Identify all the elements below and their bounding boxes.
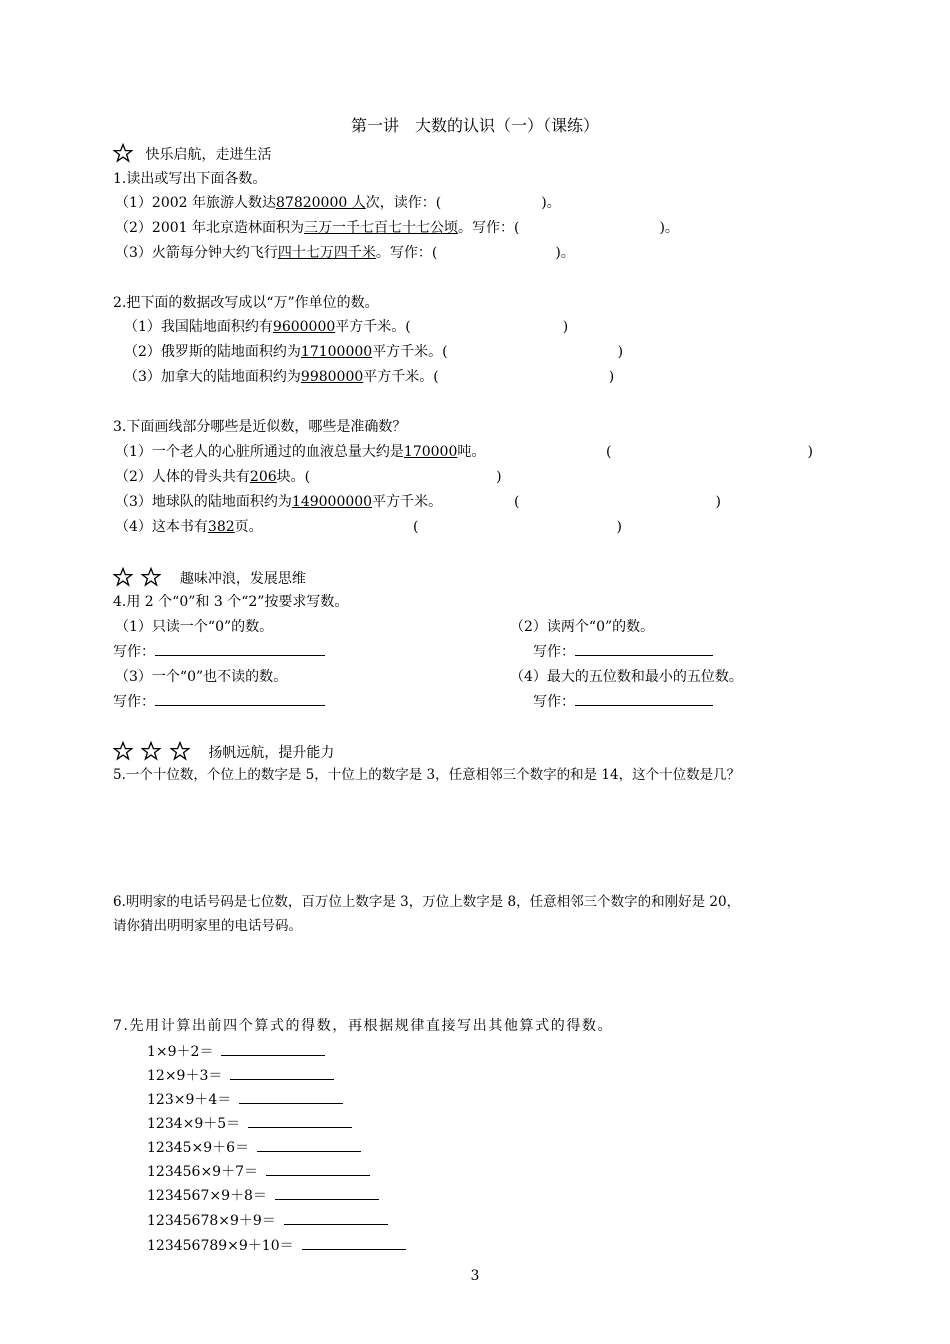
q6-stem-line-2: 请你猜出明明家里的电话号码。 (113, 918, 302, 934)
q4-part-2: （2）读两个“0”的数。 (510, 619, 655, 635)
q4-write-3: 写作： (113, 693, 325, 711)
star-icon (141, 567, 161, 587)
q3-answer-4[interactable]: ( ) (413, 519, 622, 535)
q4-part-1: （1）只读一个“0”的数。 (115, 619, 274, 635)
q2-stem: 2.把下面的数据改写成以“万”作单位的数。 (113, 295, 379, 311)
q5-stem: 5.一个十位数，个位上的数字是 5，十位上的数字是 3，任意相邻三个数字的和是 14，这个十位数是几？ (113, 767, 741, 783)
q4-write-1: 写作： (113, 643, 325, 661)
section-title: 扬帆远航，提升能力 (208, 745, 335, 761)
answer-line[interactable] (575, 693, 713, 706)
q3-stem: 3.下面画线部分哪些是近似数，哪些是准确数？ (113, 419, 407, 435)
star-icon (113, 567, 133, 587)
answer-line[interactable] (239, 1091, 343, 1104)
equation-row: 123×9＋4＝ (147, 1091, 343, 1109)
answer-line[interactable] (155, 693, 325, 706)
section-title: 趣味冲浪，发展思维 (179, 571, 306, 587)
equation-row: 12345678×9＋9＝ (147, 1212, 388, 1230)
answer-line[interactable] (155, 643, 325, 656)
page-number: 3 (470, 1268, 480, 1284)
answer-line[interactable] (575, 643, 713, 656)
q3-item-4: （4）这本书有382页。 (115, 519, 263, 535)
q6-stem-line-1: 6.明明家的电话号码是七位数，百万位上数字是 3，万位上数字是 8，任意相邻三个数字的和刚好是 20， (113, 894, 741, 910)
answer-line[interactable] (230, 1067, 334, 1080)
equation-row: 123456×9＋7＝ (147, 1163, 370, 1181)
section-title: 快乐启航，走进生活 (145, 147, 272, 163)
star-icon (113, 143, 133, 163)
section-header-3 (113, 741, 334, 762)
q1-item-3: （3）火箭每分钟大约飞行四十七万四千米。写作：( )。 (115, 245, 575, 261)
q4-write-2: 写作： (533, 643, 713, 661)
answer-line[interactable] (302, 1237, 406, 1250)
q1-stem: 1.读出或写出下面各数。 (113, 171, 267, 187)
q3-answer-3[interactable]: ( ) (514, 494, 721, 510)
equation-row: 12×9＋3＝ (147, 1067, 334, 1085)
equation-row: 123456789×9＋10＝ (147, 1237, 406, 1255)
equation-row: 1234567×9＋8＝ (147, 1187, 379, 1205)
q3-answer-1[interactable]: ( ) (606, 444, 813, 460)
section-header-1 (113, 143, 271, 164)
star-icon (113, 741, 133, 761)
answer-line[interactable] (275, 1187, 379, 1200)
q4-part-3: （3）一个“0”也不读的数。 (115, 669, 288, 685)
q4-stem: 4.用 2 个“0”和 3 个“2”按要求写数。 (113, 594, 349, 610)
star-icon (141, 741, 161, 761)
equation-row: 12345×9＋6＝ (147, 1139, 361, 1157)
q1-item-2: （2）2001 年北京造林面积为三万一千七百七十七公顷。写作：( )。 (115, 220, 679, 236)
star-icon (170, 741, 190, 761)
answer-line[interactable] (257, 1139, 361, 1152)
q7-stem: 7.先用计算出前四个算式的得数，再根据规律直接写出其他算式的得数。 (113, 1018, 614, 1034)
section-header-2 (113, 567, 306, 588)
q1-item-1: （1）2002 年旅游人数达87820000 人次，读作：( )。 (115, 195, 561, 211)
q3-item-1: （1）一个老人的心脏所通过的血液总量大约是170000吨。 (115, 444, 486, 460)
answer-line[interactable] (221, 1043, 325, 1056)
q3-item-3: （3）地球队的陆地面积约为149000000平方千米。 (115, 494, 443, 510)
q2-item-2: （2）俄罗斯的陆地面积约为17100000平方千米。( ) (124, 344, 624, 360)
q4-part-4: （4）最大的五位数和最小的五位数。 (510, 669, 743, 685)
answer-line[interactable] (248, 1115, 352, 1128)
answer-line[interactable] (266, 1163, 370, 1176)
q2-item-1: （1）我国陆地面积约有9600000平方千米。( ) (124, 319, 569, 335)
equation-row: 1234×9＋5＝ (147, 1115, 352, 1133)
page-title: 第一讲 大数的认识（一）（课练） (350, 116, 599, 135)
answer-line[interactable] (284, 1212, 388, 1225)
q3-item-2: （2）人体的骨头共有206块。( ) (115, 469, 502, 485)
equation-row: 1×9＋2＝ (147, 1043, 325, 1061)
q4-write-4: 写作： (533, 693, 713, 711)
q2-item-3: （3）加拿大的陆地面积约为9980000平方千米。( ) (124, 369, 615, 385)
